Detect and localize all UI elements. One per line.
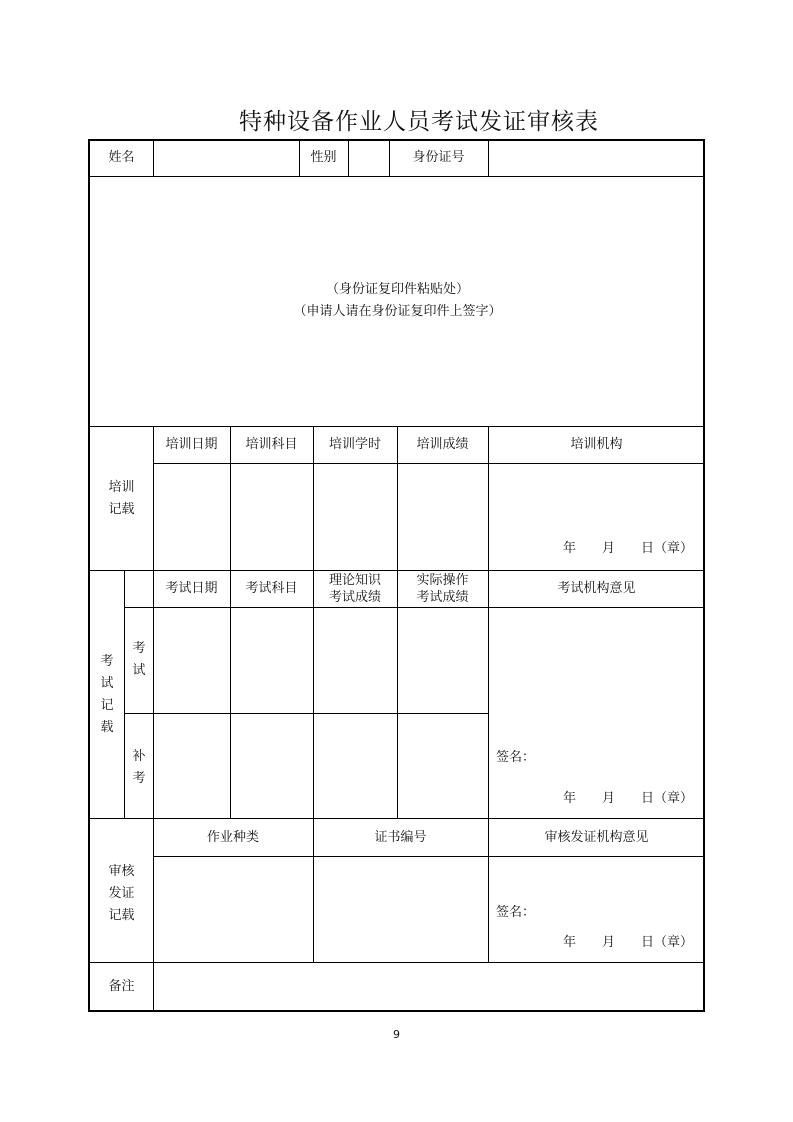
- row-line: [90, 818, 705, 819]
- name-field[interactable]: [154, 141, 299, 176]
- id-number-field[interactable]: [489, 141, 705, 176]
- col-line: [230, 570, 231, 818]
- approval-form-table: [88, 139, 705, 1012]
- id-copy-instruction: （身份证复印件粘贴处）: [325, 282, 469, 297]
- training-institution-header: 培训机构: [570, 437, 623, 452]
- certificate-number-header: 证书编号: [374, 830, 427, 845]
- exam-row-char: 试: [132, 663, 146, 678]
- retake-row-label: [129, 746, 149, 790]
- training-date-header: 培训日期: [165, 437, 218, 452]
- id-copy-area[interactable]: [90, 177, 705, 426]
- col-line: [397, 570, 398, 818]
- practical-score-header: [397, 572, 488, 606]
- exam-date-seal: 年 月 日（章）: [562, 791, 693, 806]
- form-title: 特种设备作业人员考试发证审核表: [239, 109, 599, 135]
- theory-score-header: [313, 572, 397, 606]
- exam-label-char: 载: [100, 720, 114, 735]
- retake-row-char: 考: [132, 771, 146, 786]
- remarks-label: 备注: [108, 979, 135, 994]
- certificate-section-label: [90, 861, 153, 927]
- retake-row-char: 补: [132, 749, 146, 764]
- col-line: [488, 570, 489, 818]
- row-line: [124, 607, 705, 608]
- certification-institution-header: 审核发证机构意见: [544, 830, 649, 845]
- training-label-line2: 记载: [108, 502, 135, 517]
- id-copy-signature-note: （申请人请在身份证复印件上签字）: [293, 304, 502, 319]
- practical-score-line2: 考试成绩: [416, 590, 469, 605]
- training-label-line1: 培训: [108, 480, 135, 495]
- id-number-label: 身份证号: [412, 150, 465, 165]
- cert-label-line1: 审核: [108, 864, 135, 879]
- exam-row-label: [129, 638, 149, 682]
- row-line: [153, 856, 705, 857]
- exam-subject-header: 考试科目: [245, 581, 298, 596]
- row-line: [124, 713, 488, 714]
- operation-type-header: 作业种类: [206, 830, 259, 845]
- name-label: 姓名: [108, 150, 135, 165]
- training-hours-header: 培训学时: [328, 437, 381, 452]
- certificate-signature-label: 签名：: [496, 905, 536, 920]
- theory-score-line1: 理论知识: [328, 573, 381, 588]
- cert-label-line2: 发证: [108, 886, 135, 901]
- training-section-label: [90, 477, 153, 521]
- certificate-date-seal: 年 月 日（章）: [562, 935, 693, 950]
- row-line: [153, 463, 705, 464]
- page-number: 9: [393, 1028, 400, 1041]
- training-subject-header: 培训科目: [245, 437, 298, 452]
- exam-row-char: 考: [132, 641, 146, 656]
- exam-date-header: 考试日期: [165, 581, 218, 596]
- exam-label-char: 试: [100, 676, 114, 691]
- theory-score-line2: 考试成绩: [328, 590, 381, 605]
- training-score-header: 培训成绩: [416, 437, 469, 452]
- col-line: [313, 570, 314, 818]
- col-line: [124, 570, 125, 818]
- cert-label-line3: 记载: [108, 908, 135, 923]
- training-date-seal: 年 月 日（章）: [562, 541, 693, 556]
- practical-score-line1: 实际操作: [416, 573, 469, 588]
- gender-label: 性别: [310, 150, 337, 165]
- gender-field[interactable]: [349, 141, 389, 176]
- exam-institution-header: 考试机构意见: [557, 581, 636, 596]
- col-line: [153, 570, 154, 818]
- exam-label-char: 考: [100, 654, 114, 669]
- exam-section-label: [97, 651, 117, 739]
- exam-signature-label: 签名：: [496, 750, 536, 765]
- remarks-field[interactable]: [154, 963, 705, 1012]
- exam-label-char: 记: [100, 698, 114, 713]
